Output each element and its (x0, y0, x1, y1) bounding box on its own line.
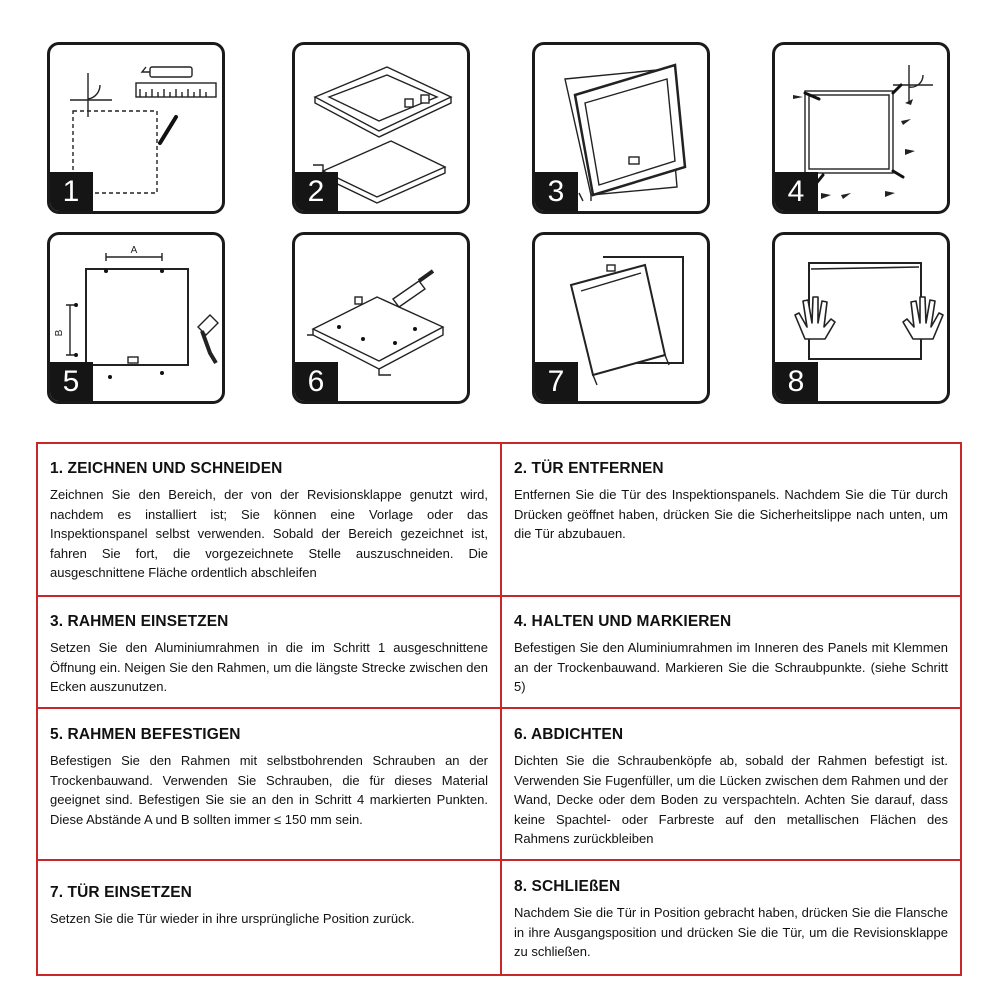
row-divider (38, 595, 960, 597)
step-5-illustration (47, 232, 225, 404)
step-2-title: 2. TÜR ENTFERNEN (514, 460, 664, 477)
instruction-cell-2 (502, 460, 960, 544)
step-number-5: 5 (49, 362, 93, 402)
step-6-text: Dichten Sie die Schraubenköpfe ab, sobald der Rahmen befestigt ist. Verwenden Sie Fugenfüller, um die Lücken zwischen dem Rahmen und der Wand, Decke oder dem Boden zu verspachteln. Achten Sie darauf, dass keine Spachtel- oder Farbreste auf den metallischen Flächen des Rahmens zurückbleiben (514, 753, 948, 847)
step-1-text: Zeichnen Sie den Bereich, der von der Revisionsklappe genutzt wird, nachdem es installiert ist; Sie können eine Vorlage oder das Inspektionspanel selbst verwenden. Sobald der Bereich gezeichnet ist, fahren Sie fort, die vorgezeichnete Stelle auszuschneiden. Die ausgeschnittene Fläche ordentlich abschleifen (50, 487, 488, 581)
step-4-illustration (772, 42, 950, 214)
step-number-3: 3 (534, 172, 578, 212)
dimension-a-label: A (130, 245, 138, 256)
step-1-illustration (47, 42, 225, 214)
step-8-illustration (772, 232, 950, 404)
step-1-title: 1. ZEICHNEN UND SCHNEIDEN (50, 460, 283, 477)
step-7-title: 7. TÜR EINSETZEN (50, 884, 192, 901)
step-8-text: Nachdem Sie die Tür in Position gebracht haben, drücken Sie die Flansche in ihre Ausgangsposition und drücken Sie die Tür, um die Revisionsklappe zu schließen. (514, 905, 948, 960)
instruction-cell-6 (502, 726, 960, 849)
step-8-title: 8. SCHLIEßEN (514, 878, 621, 895)
step-5-title: 5. RAHMEN BEFESTIGEN (50, 726, 241, 743)
step-3-text: Setzen Sie den Aluminiumrahmen in die im Schritt 1 ausgeschnittene Öffnung ein. Neigen Sie den Rahmen, um die längste Strecke zwischen den Ecken auszunutzen. (50, 640, 488, 695)
instruction-cell-8 (502, 878, 960, 962)
row-divider (38, 859, 960, 861)
step-5-text: Befestigen Sie den Rahmen mit selbstbohrenden Schrauben an der Trockenbauwand. Verwenden Sie Schrauben, die für dieses Material geeignet sind. Befestigen Sie sie an den in Schritt 4 markierten Punkten. Diese Abstände A und B sollten immer ≤ 150 mm sein. (50, 753, 488, 827)
row-divider (38, 707, 960, 709)
instruction-cell-7 (38, 884, 500, 929)
instructions-table (36, 442, 962, 976)
instruction-cell-3 (38, 613, 500, 697)
step-number-6: 6 (294, 362, 338, 402)
step-6-illustration (292, 232, 470, 404)
step-2-text: Entfernen Sie die Tür des Inspektionspanels. Nachdem Sie die Tür durch Drücken geöffnet haben, drücken Sie die Sicherheitslippe nach unten, um die Tür abzubauen. (514, 487, 948, 542)
step-number-1: 1 (49, 172, 93, 212)
step-number-4: 4 (774, 172, 818, 212)
step-3-illustration (532, 42, 710, 214)
step-number-2: 2 (294, 172, 338, 212)
step-7-illustration (532, 232, 710, 404)
step-2-illustration (292, 42, 470, 214)
dimension-b-label: B (54, 329, 65, 337)
instruction-cell-1 (38, 460, 500, 583)
instruction-cell-4 (502, 613, 960, 697)
step-3-title: 3. RAHMEN EINSETZEN (50, 613, 229, 630)
step-7-text: Setzen Sie die Tür wieder in ihre ursprüngliche Position zurück. (50, 911, 415, 926)
step-4-text: Befestigen Sie den Aluminiumrahmen im Inneren des Panels mit Klemmen an der Trockenbauwand. Markieren Sie die Schraubpunkte. (siehe Schritt 5) (514, 640, 948, 695)
step-4-title: 4. HALTEN UND MARKIEREN (514, 613, 732, 630)
step-number-7: 7 (534, 362, 578, 402)
step-6-title: 6. ABDICHTEN (514, 726, 624, 743)
step-number-8: 8 (774, 362, 818, 402)
instruction-cell-5 (38, 726, 500, 829)
